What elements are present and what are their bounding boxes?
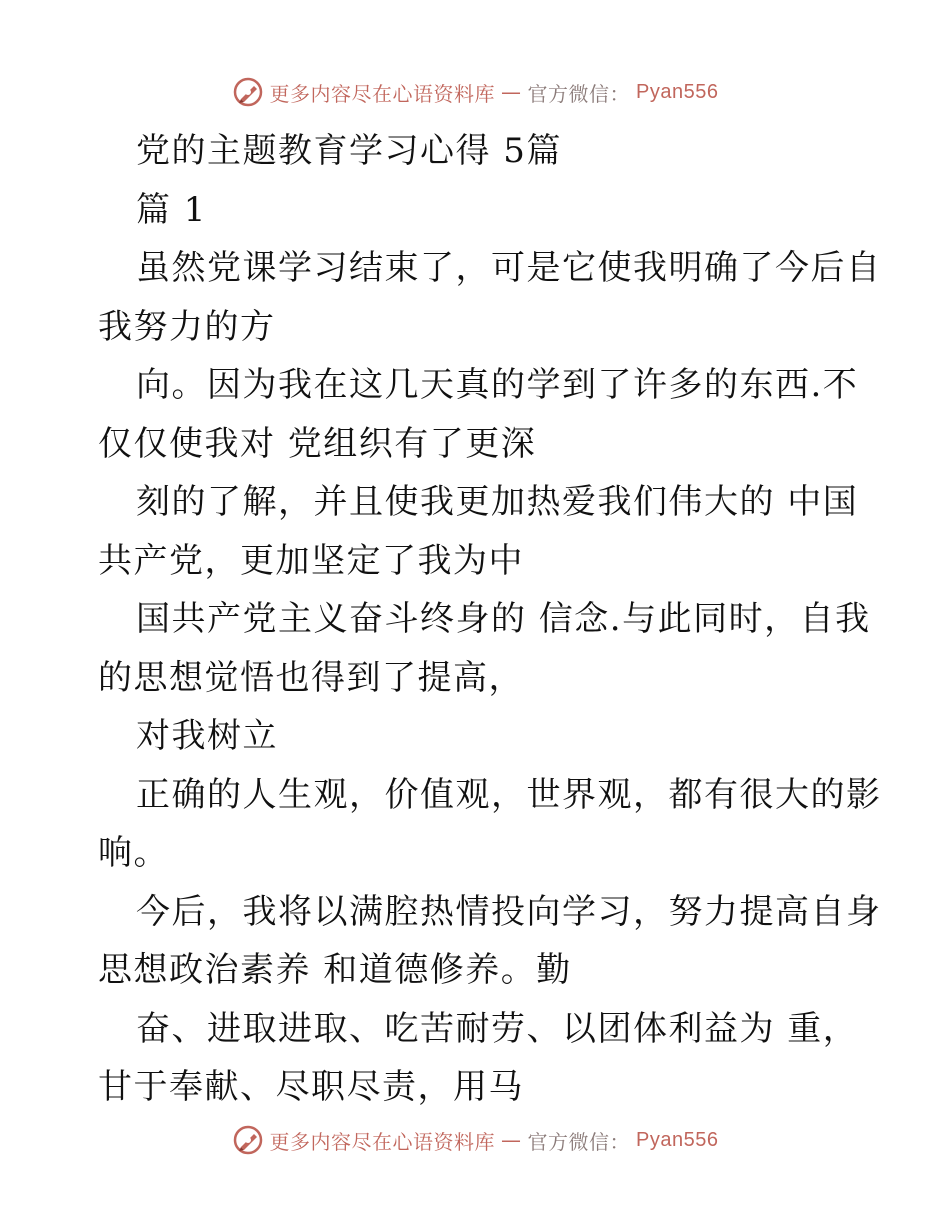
banner-main-text: 更多内容尽在心语资料库 [269,1129,496,1154]
paragraph-line: 虽然党课学习结束了，可是它使我明确了今后自 [136,248,882,288]
paragraph-line: 响。 [98,833,169,873]
pen-logo-icon [232,1124,264,1156]
document-title: 党的主题教育学习心得 5篇 [136,131,562,171]
header-banner [0,70,950,114]
document-body [98,122,882,1117]
footer-banner [0,1118,950,1162]
section-heading: 篇 1 [136,189,207,230]
banner-main-text: 更多内容尽在心语资料库 [269,81,496,106]
pen-logo-icon [232,76,264,108]
banner-wechat-id: Pyan556 [636,1128,719,1151]
paragraph-line: 思想政治素养 和道德修养。勤 [98,950,572,990]
paragraph-line: 我努力的方 [98,306,276,347]
paragraph-line: 国共产党主义奋斗终身的 信念.与此同时，自我 [136,599,871,639]
paragraph-line: 刻的了解，并且使我更加热爱我们伟大的 中国 [136,482,859,522]
banner-wechat-label: 官方微信： [527,1129,631,1154]
paragraph-line: 正确的人生观，价值观，世界观，都有很大的影 [136,774,882,815]
paragraph-line: 的思想觉悟也得到了提高， [98,657,524,698]
paragraph-line: 向。因为我在这几天真的学到了许多的东西.不 [136,365,859,405]
paragraph-line: 共产党，更加坚定了我为中 [98,540,524,581]
banner-wechat-label: 官方微信： [527,81,631,106]
banner-wechat-id: Pyan556 [636,80,719,103]
paragraph-line: 仅仅使我对 党组织有了更深 [98,423,537,464]
banner-separator: — [501,80,522,104]
paragraph-line: 甘于奉献、尽职尽责，用马 [98,1067,524,1107]
paragraph-line: 奋、进取进取、吃苦耐劳、以团体利益为 重， [136,1008,859,1049]
paragraph-line: 对我树立 [136,716,278,756]
paragraph-line: 今后，我将以满腔热情投向学习，努力提高自身 [136,891,882,932]
banner-separator: — [501,1128,522,1152]
